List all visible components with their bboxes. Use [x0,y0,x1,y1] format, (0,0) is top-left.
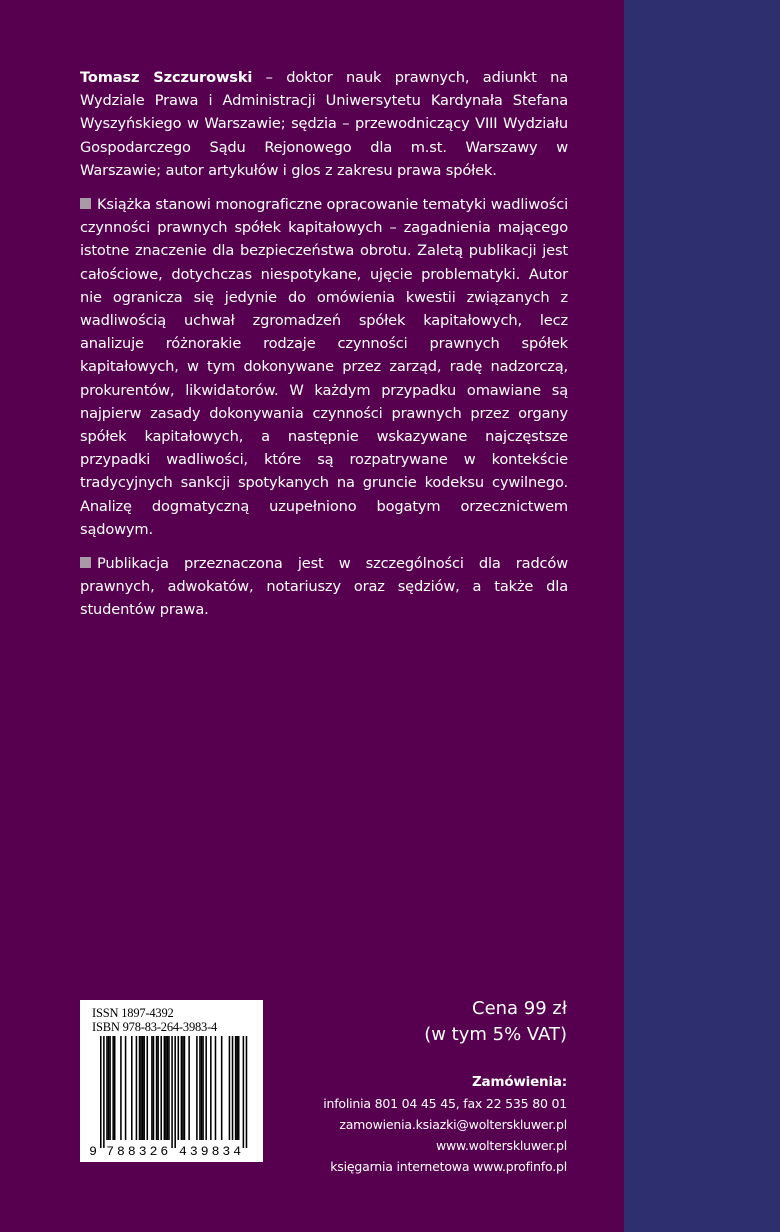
barcode-digit: 8 [211,1144,220,1158]
barcode-digit: 7 [106,1144,115,1158]
barcode-bar [103,1036,105,1148]
barcode-bar [164,1036,166,1140]
barcode-bar [221,1036,223,1140]
author-bio-text: – doktor nauk prawnych, adiunkt na Wydziale Prawa i Administracji Uniwersytetu Kardynała Stefana Wyszyńskiego w Warszawie; sędzia – przewodniczący VIII Wydziału Gospodarczego Sądu Rejonowego dla m.st. Warszawy w Warszawie; autor artykułów i glos z zakresu prawa spółek. [80,69,568,179]
barcode-icon [88,1036,255,1158]
barcode-bar [143,1036,145,1140]
barcode-bar [125,1036,127,1140]
barcode-digit: 4 [178,1144,187,1158]
isbn-number: ISBN 978-83-264-3983-4 [92,1020,218,1034]
barcode-bar [142,1036,144,1140]
description-paragraph-1 [80,193,568,541]
square-bullet-icon [80,198,91,209]
barcode-bar [174,1036,176,1148]
barcode-bar [243,1036,245,1148]
barcode-bar [157,1036,159,1140]
barcode-bar [171,1036,173,1148]
barcode-bar [202,1036,204,1140]
barcode-bar [136,1036,138,1140]
barcode-bar [167,1036,169,1140]
author-bio [80,66,568,182]
barcode-bar [181,1036,183,1140]
orders-block [323,1072,567,1177]
orders-shop: księgarnia internetowa www.profinfo.pl [330,1159,567,1174]
barcode-bar [235,1036,237,1140]
barcode-digit: 8 [127,1144,136,1158]
issn-number: ISSN 1897-4392 [92,1006,174,1020]
barcode-bar [246,1036,248,1148]
barcode-bar [106,1036,108,1140]
barcode-bar [229,1036,231,1140]
barcode-bar [160,1036,162,1140]
barcode-bar [188,1036,190,1140]
orders-phone: infolinia 801 04 45 45, fax 22 535 80 01 [323,1096,567,1111]
barcode-bar [151,1036,153,1140]
description-paragraph-2 [80,552,568,622]
square-bullet-icon [80,557,91,568]
barcode-bar [238,1036,240,1140]
barcode-bar [201,1036,203,1140]
barcode-bar [205,1036,207,1140]
author-name: Tomasz Szczurowski [80,69,253,86]
barcode-bar [114,1036,116,1140]
barcode-digit: 9 [200,1144,209,1158]
barcode-bar [139,1036,141,1140]
barcode-bar [112,1036,114,1140]
barcode-bar [178,1036,180,1140]
spine-strip [624,0,780,1232]
description-text-1: Książka stanowi monograficzne opracowanie tematyki wadliwości czynności prawnych spółek kapitałowych – zagadnienia mającego istotne znaczenie dla bezpieczeństwa obrotu. Zaletą publikacji jest całościowe, dotychczas niespotykane, ujęcie problematyki. Autor nie ogranicza się jedynie do omówienia kwestii związanych z wadliwością uchwał zgromadzeń spółek kapitałowych, lecz analizuje różnorakie rodzaje czynności prawnych spółek kapitałowych, w tym dokonywane przez zarząd, radę nadzorczą, prokurentów, likwidatorów. W każdym przypadku omawiane są najpierw zasady dokonywania czynności prawnych przez organy spółek kapitałowych, a następnie wskazywane najczęstsze przypadki wadliwości, które są rozpatrywane w kontekście tradycyjnych sankcji spotykanych na gruncie kodeksu cywilnego. Analizę dogmatyczną uzupełniono bogatym orzecznictwem sądowym. [80,196,568,538]
barcode-bar [232,1036,234,1140]
description-text-2: Publikacja przeznaczona jest w szczególności dla radców prawnych, adwokatów, notariuszy oraz sędziów, a także dla studentów prawa. [80,555,568,619]
barcode-bar [100,1036,102,1148]
barcode-bar [153,1036,155,1140]
barcode-digit: 9 [89,1144,97,1158]
barcode-bar [131,1036,133,1140]
barcode-bar [156,1036,158,1140]
price-block [424,996,567,1048]
barcode-digit: 3 [138,1144,147,1158]
barcode-bar [196,1036,198,1140]
barcode-digit: 4 [233,1144,242,1158]
barcode-bar [168,1036,170,1140]
barcode-bar [140,1036,142,1140]
barcode-bar [108,1036,110,1140]
price-label: Cena 99 zł [472,998,567,1019]
barcode-bar [120,1036,122,1140]
barcode-digit: 2 [149,1144,158,1158]
orders-email: zamowienia.ksiazki@wolterskluwer.pl [339,1117,567,1132]
barcode-bar [210,1036,212,1140]
barcode-digit: 6 [160,1144,169,1158]
back-cover-text [80,66,568,633]
barcode-bar [109,1036,111,1140]
orders-website: www.wolterskluwer.pl [435,1138,567,1153]
barcode-bar [182,1036,184,1140]
barcode-bar [184,1036,186,1140]
barcode-bar [215,1036,217,1140]
barcode-bar [147,1036,149,1140]
barcode-bar [165,1036,167,1140]
barcode-bar [199,1036,201,1140]
barcode-digit: 3 [189,1144,198,1158]
barcode-digit: 3 [222,1144,231,1158]
price-vat: (w tym 5% VAT) [424,1024,567,1045]
orders-heading: Zamówienia: [471,1074,567,1090]
barcode-digit: 8 [116,1144,125,1158]
barcode-bar [236,1036,238,1140]
barcode-label [80,1000,263,1162]
